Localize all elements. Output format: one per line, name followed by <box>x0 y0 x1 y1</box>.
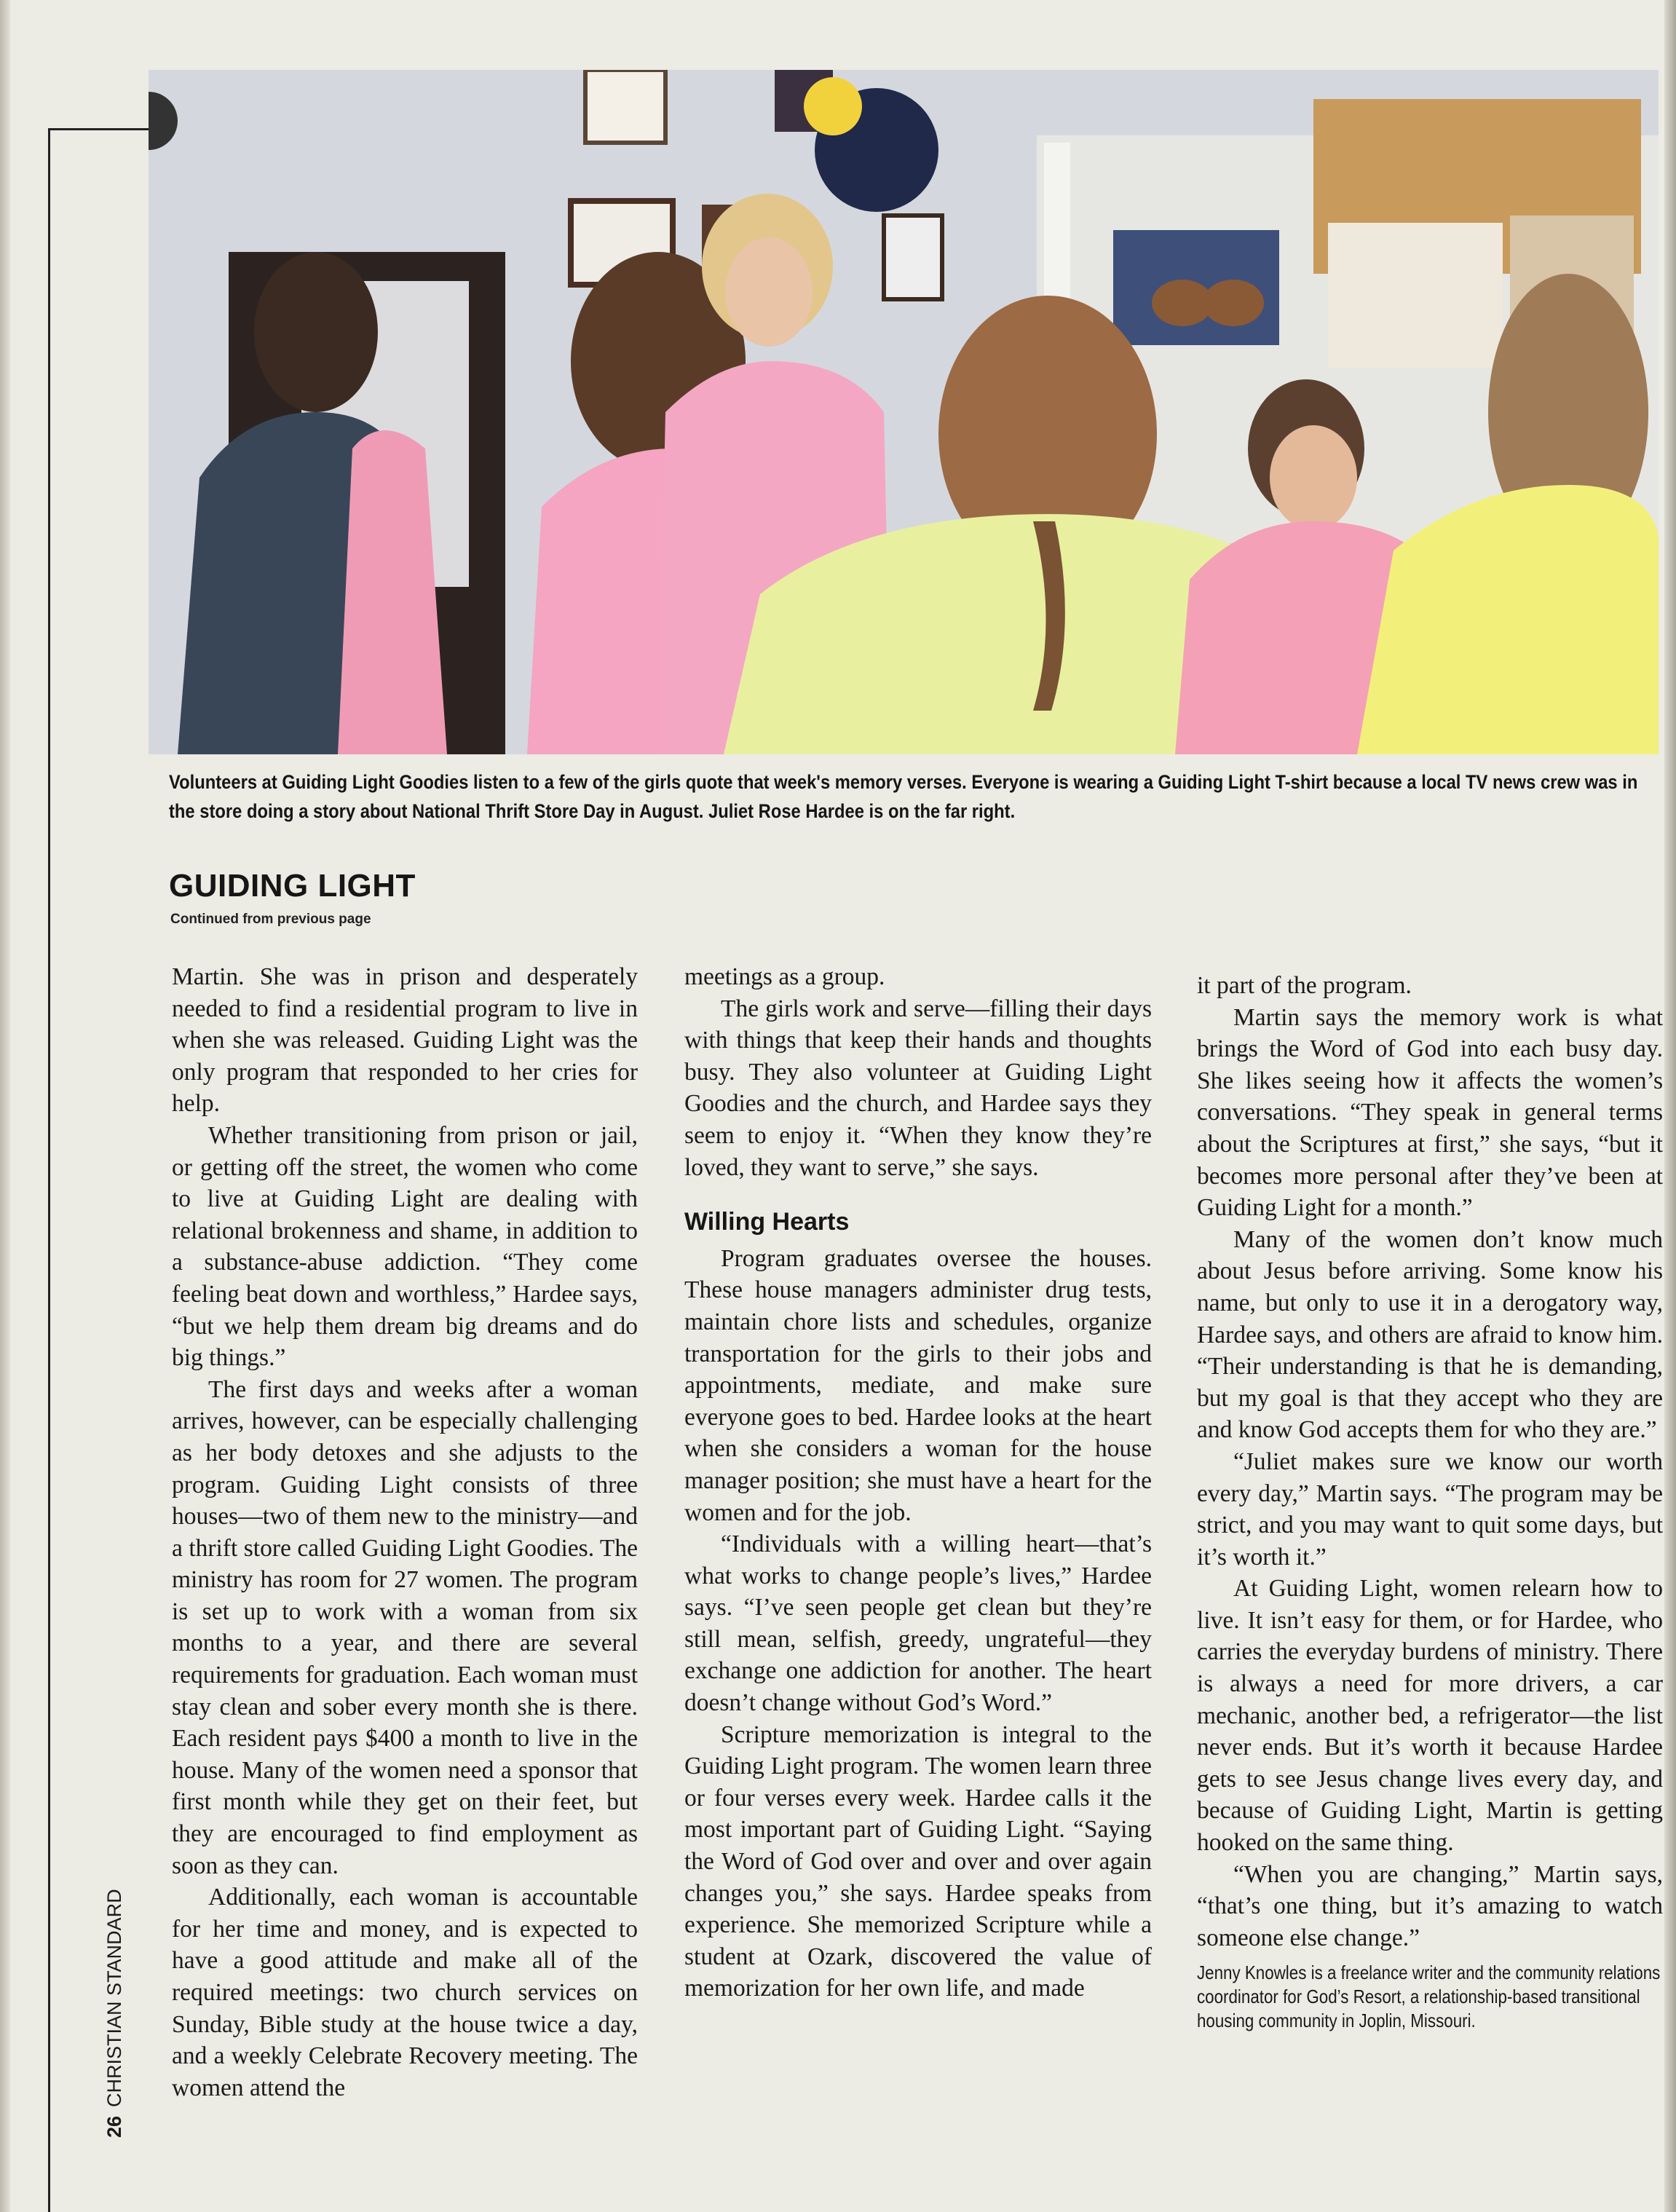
paragraph: Martin says the memory work is what brings the Word of God into each busy day. She likes seeing how it affects the women’s conversations. “They speak in general terms about the Scriptures at first,” she says, “but it becomes more personal after they’ve been at Guiding Light for a month.” <box>1197 1003 1663 1222</box>
frame-rule-vertical <box>48 128 50 2212</box>
article-title: GUIDING LIGHT <box>169 868 416 904</box>
author-bio: Jenny Knowles is a freelance writer and the community relations coordinator for God’s Resort, a relationship-based transitional housing community in Joplin, Missouri. <box>1197 1962 1661 2032</box>
paragraph: Many of the women don’t know much about Jesus before arriving. Some know his name, but only to use it in a derogatory way, Hardee says, and others are afraid to know him. “Their understanding is that he is demanding, but my goal is that they accept who they are and know God accepts them for who they are.” <box>1197 1225 1664 1444</box>
continued-label: Continued from previous page <box>170 912 371 927</box>
subheading-willing-hearts: Willing Hearts <box>684 1208 850 1236</box>
paragraph: “Individuals with a willing heart—that’s what works to change people’s lives,” Hardee says. “I’ve seen people get clean but they’re still mean, selfish, greedy, ungrateful—they exchange one addiction for another. The heart doesn’t change without God’s Word.” <box>684 1530 1152 1717</box>
paragraph: Martin. She was in prison and desperately needed to find a residential program to live in when she was released. Guiding Light was the only program that responded to her cries for help. <box>172 963 638 1118</box>
paragraph: Program graduates oversee the houses. These house managers administer drug tests, maintain chore lists and schedules, organize transportation for the girls to their jobs and appointments, mediate, and make sure everyone goes to bed. Hardee looks at the heart when she considers a woman for the house manager position; she must have a heart for the women and for the job. <box>684 1244 1152 1526</box>
publication-name: CHRISTIAN STANDARD <box>103 1889 125 2107</box>
paragraph: Scripture memorization is integral to the Guiding Light program. The women learn three or four verses every week. Hardee calls it the most important part of Guiding Light. “Saying the Word of God over and over and over again changes you,” she says. Hardee speaks from experience. She memorized Scripture while a student at Ozark, discovered the value of memorization for her own life, and made <box>684 1721 1152 2002</box>
column-1 <box>172 961 638 2104</box>
photo-caption: Volunteers at Guiding Light Goodies listen to a few of the girls quote that week's memory verses. Everyone is wearing a Guiding Light T-shirt because a local TV news crew was in the store doing a story about National Thrift Store Day in August. Juliet Rose Hardee is on the far right. <box>169 771 1638 822</box>
frame-rule-horizontal <box>48 128 154 130</box>
paragraph: “When you are changing,” Martin says, “that’s one thing, but it’s amazing to watch someone else change.” <box>1197 1860 1663 1951</box>
paragraph: meetings as a group. <box>684 963 885 990</box>
page-folio <box>103 1889 126 2138</box>
paragraph: The girls work and serve—filling their days with things that keep their hands and thoughts busy. They also volunteer at Guiding Light Goodies and the church, and Hardee says they seem to enjoy it. “When they know they’re loved, they want to serve,” she says. <box>684 995 1152 1181</box>
page-edge-right <box>1664 0 1676 2212</box>
column-2 <box>684 961 1152 2004</box>
page-number: 26 <box>103 2115 125 2138</box>
page-edge-left <box>0 0 10 2212</box>
article-photo <box>149 70 1659 754</box>
paragraph: “Juliet makes sure we know our worth every day,” Martin says. “The program may be strict, and you may want to quit some days, but it’s worth it.” <box>1197 1447 1663 1571</box>
paragraph: The first days and weeks after a woman arrives, however, can be especially challenging as her body detoxes and she adjusts to the program. Guiding Light consists of three houses—two of them new to the ministry—and a thrift store called Guiding Light Goodies. The ministry has room for 27 women. The program is set up to work with a woman from six months to a year, and there are several requirements for graduation. Each woman must stay clean and sober every month she is there. Each resident pays $400 a month to live in the house. Many of the women need a sponsor that first month while they get on their feet, but they are encouraged to find employment as soon as they can. <box>172 1375 638 1879</box>
paragraph: Whether transitioning from prison or jail, or getting off the street, the women who come to live at Guiding Light are dealing with relational brokenness and shame, in addition to a substance-abuse addiction. “They come feeling beat down and worthless,” Hardee says, “but we help them dream big dreams and do big things.” <box>172 1121 638 1372</box>
column-3 <box>1197 970 1663 2033</box>
paragraph: Additionally, each woman is accountable for her time and money, and is expected to have a good attitude and make all of the required meetings: two church services on Sunday, Bible study at the house twice a day, and a weekly Celebrate Recovery meeting. The women attend the <box>172 1884 638 2101</box>
paragraph: it part of the program. <box>1197 972 1412 999</box>
paragraph: At Guiding Light, women relearn how to live. It isn’t easy for them, or for Hardee, who carries the everyday burdens of ministry. There is always a need for more drivers, a car mechanic, another bed, a refrigerator—the list never ends. But it’s worth it because Hardee gets to see Jesus change lives every day, and because of Guiding Light, Martin is getting hooked on the same thing. <box>1197 1575 1663 1857</box>
